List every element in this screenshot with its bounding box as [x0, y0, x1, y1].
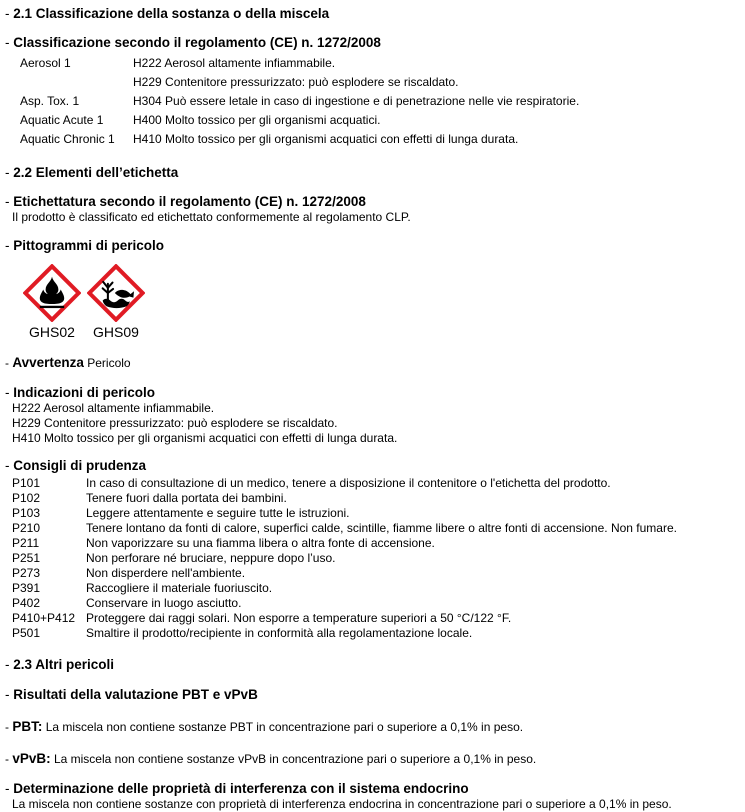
precaution-text: Tenere fuori dalla portata dei bambini. [86, 491, 287, 505]
classification-row [20, 54, 735, 73]
precaution-code: P211 [12, 536, 40, 550]
hazard-statement: H410 Molto tossico per gli organismi acquatici con effetti di lunga durata. [133, 132, 519, 146]
precaution-row [12, 566, 735, 581]
precaution-code: P251 [12, 551, 41, 565]
precaution-code: P210 [12, 521, 41, 535]
section-2-3-heading: - 2.3 Altri pericoli [5, 657, 735, 673]
signal-word-line [5, 355, 735, 371]
signal-word-value: Pericolo [87, 356, 131, 370]
hazard-class: Aquatic Chronic 1 [20, 132, 115, 146]
precaution-code: P501 [12, 626, 41, 640]
signal-word-label: Avvertenza [12, 355, 84, 370]
classification-row [20, 111, 735, 130]
precaution-text: Proteggere dai raggi solari. Non esporre a temperature superiori a 50 °C/122 °F. [86, 611, 512, 625]
precautions-heading: - Consigli di prudenza [5, 458, 735, 474]
pbt-label: PBT: [12, 719, 43, 734]
classification-row [20, 73, 735, 92]
precaution-row [12, 626, 735, 641]
environment-icon [87, 264, 145, 322]
precaution-code: P410+P412 [12, 611, 76, 625]
hazard-class [20, 73, 133, 92]
precaution-text: Non vaporizzare su una fiamma libera o altra fonte di accensione. [86, 536, 435, 550]
pbt-vpvb-heading: - Risultati della valutazione PBT e vPvB [5, 687, 735, 703]
precaution-row [12, 476, 735, 491]
pbt-text: La miscela non contiene sostanze PBT in concentrazione pari o superiore a 0,1% in peso. [45, 720, 524, 734]
precaution-row [12, 491, 735, 506]
endocrine-body: La miscela non contiene sostanze con proprietà di interferenza endocrina in concentrazione pari o superiore a 0,1% in peso. [12, 797, 672, 811]
classification-table [5, 54, 735, 149]
pbt-line [5, 719, 735, 735]
classification-row [20, 130, 735, 149]
hazard-class: Aquatic Acute 1 [20, 113, 104, 127]
hazard-statement: H400 Molto tossico per gli organismi acquatici. [133, 113, 381, 127]
hazard-class: Aerosol 1 [20, 56, 71, 70]
ghs09-pictogram [87, 264, 145, 341]
precaution-text: Conservare in luogo asciutto. [86, 596, 242, 610]
precaution-code: P273 [12, 566, 41, 580]
precaution-text: Tenere lontano da fonti di calore, superfici calde, scintille, fiamme libere o altre fonti di accensione. Non fumare. [86, 521, 677, 535]
vpvb-line [5, 751, 735, 767]
classification-heading: - Classificazione secondo il regolamento (CE) n. 1272/2008 [5, 35, 735, 51]
hazard-statement: H222 Aerosol altamente infiammabile. [133, 56, 336, 70]
pictogram-row [5, 264, 735, 341]
pictograms-heading: - Pittogrammi di pericolo [5, 238, 735, 254]
hazard-statement: H304 Può essere letale in caso di ingestione e di penetrazione nelle vie respiratorie. [133, 94, 580, 108]
precaution-row [12, 521, 735, 536]
precaution-row [12, 551, 735, 566]
labelling-heading: - Etichettatura secondo il regolamento (CE) n. 1272/2008 [5, 194, 735, 210]
hazard-statement-line: H229 Contenitore pressurizzato: può esplodere se riscaldato. [12, 416, 338, 430]
precaution-code: P391 [12, 581, 41, 595]
pictogram-label: GHS02 [29, 324, 75, 340]
precaution-code: P402 [12, 596, 41, 610]
pictogram-label: GHS09 [93, 324, 139, 340]
precaution-text: Raccogliere il materiale fuoriuscito. [86, 581, 273, 595]
precaution-text: Non disperdere nell'ambiente. [86, 566, 246, 580]
precaution-text: Leggere attentamente e seguire tutte le istruzioni. [86, 506, 350, 520]
precaution-row [12, 536, 735, 551]
precaution-row [12, 611, 735, 626]
endocrine-heading: - Determinazione delle proprietà di interferenza con il sistema endocrino [5, 781, 735, 797]
vpvb-text: La miscela non contiene sostanze vPvB in concentrazione pari o superiore a 0,1% in peso. [53, 752, 537, 766]
precaution-row [12, 596, 735, 611]
hazard-class: Asp. Tox. 1 [20, 94, 80, 108]
precaution-code: P103 [12, 506, 41, 520]
labelling-body: Il prodotto è classificato ed etichettato conformemente al regolamento CLP. [12, 210, 411, 224]
ghs02-pictogram [23, 264, 81, 341]
hazard-statement-line: H410 Molto tossico per gli organismi acquatici con effetti di lunga durata. [12, 431, 398, 445]
hazard-statements-heading: - Indicazioni di pericolo [5, 385, 735, 401]
hazard-statement: H229 Contenitore pressurizzato: può esplodere se riscaldato. [133, 75, 459, 89]
precaution-row [12, 581, 735, 596]
precaution-text: In caso di consultazione di un medico, tenere a disposizione il contenitore o l'etichetta del prodotto. [86, 476, 611, 490]
hazard-statements-list [5, 401, 735, 446]
precaution-code: P102 [12, 491, 41, 505]
precaution-code: P101 [12, 476, 41, 490]
flame-icon [23, 264, 81, 322]
precautions-table [5, 476, 735, 641]
vpvb-label: vPvB: [12, 751, 51, 766]
section-2-1-heading: - 2.1 Classificazione della sostanza o della miscela [5, 6, 735, 22]
precaution-row [12, 506, 735, 521]
precaution-text: Non perforare né bruciare, neppure dopo l’uso. [86, 551, 336, 565]
precaution-text: Smaltire il prodotto/recipiente in conformità alla regolamentazione locale. [86, 626, 473, 640]
hazard-statement-line: H222 Aerosol altamente infiammabile. [12, 401, 215, 415]
classification-row [20, 92, 735, 111]
section-2-2-heading: - 2.2 Elementi dell’etichetta [5, 165, 735, 181]
